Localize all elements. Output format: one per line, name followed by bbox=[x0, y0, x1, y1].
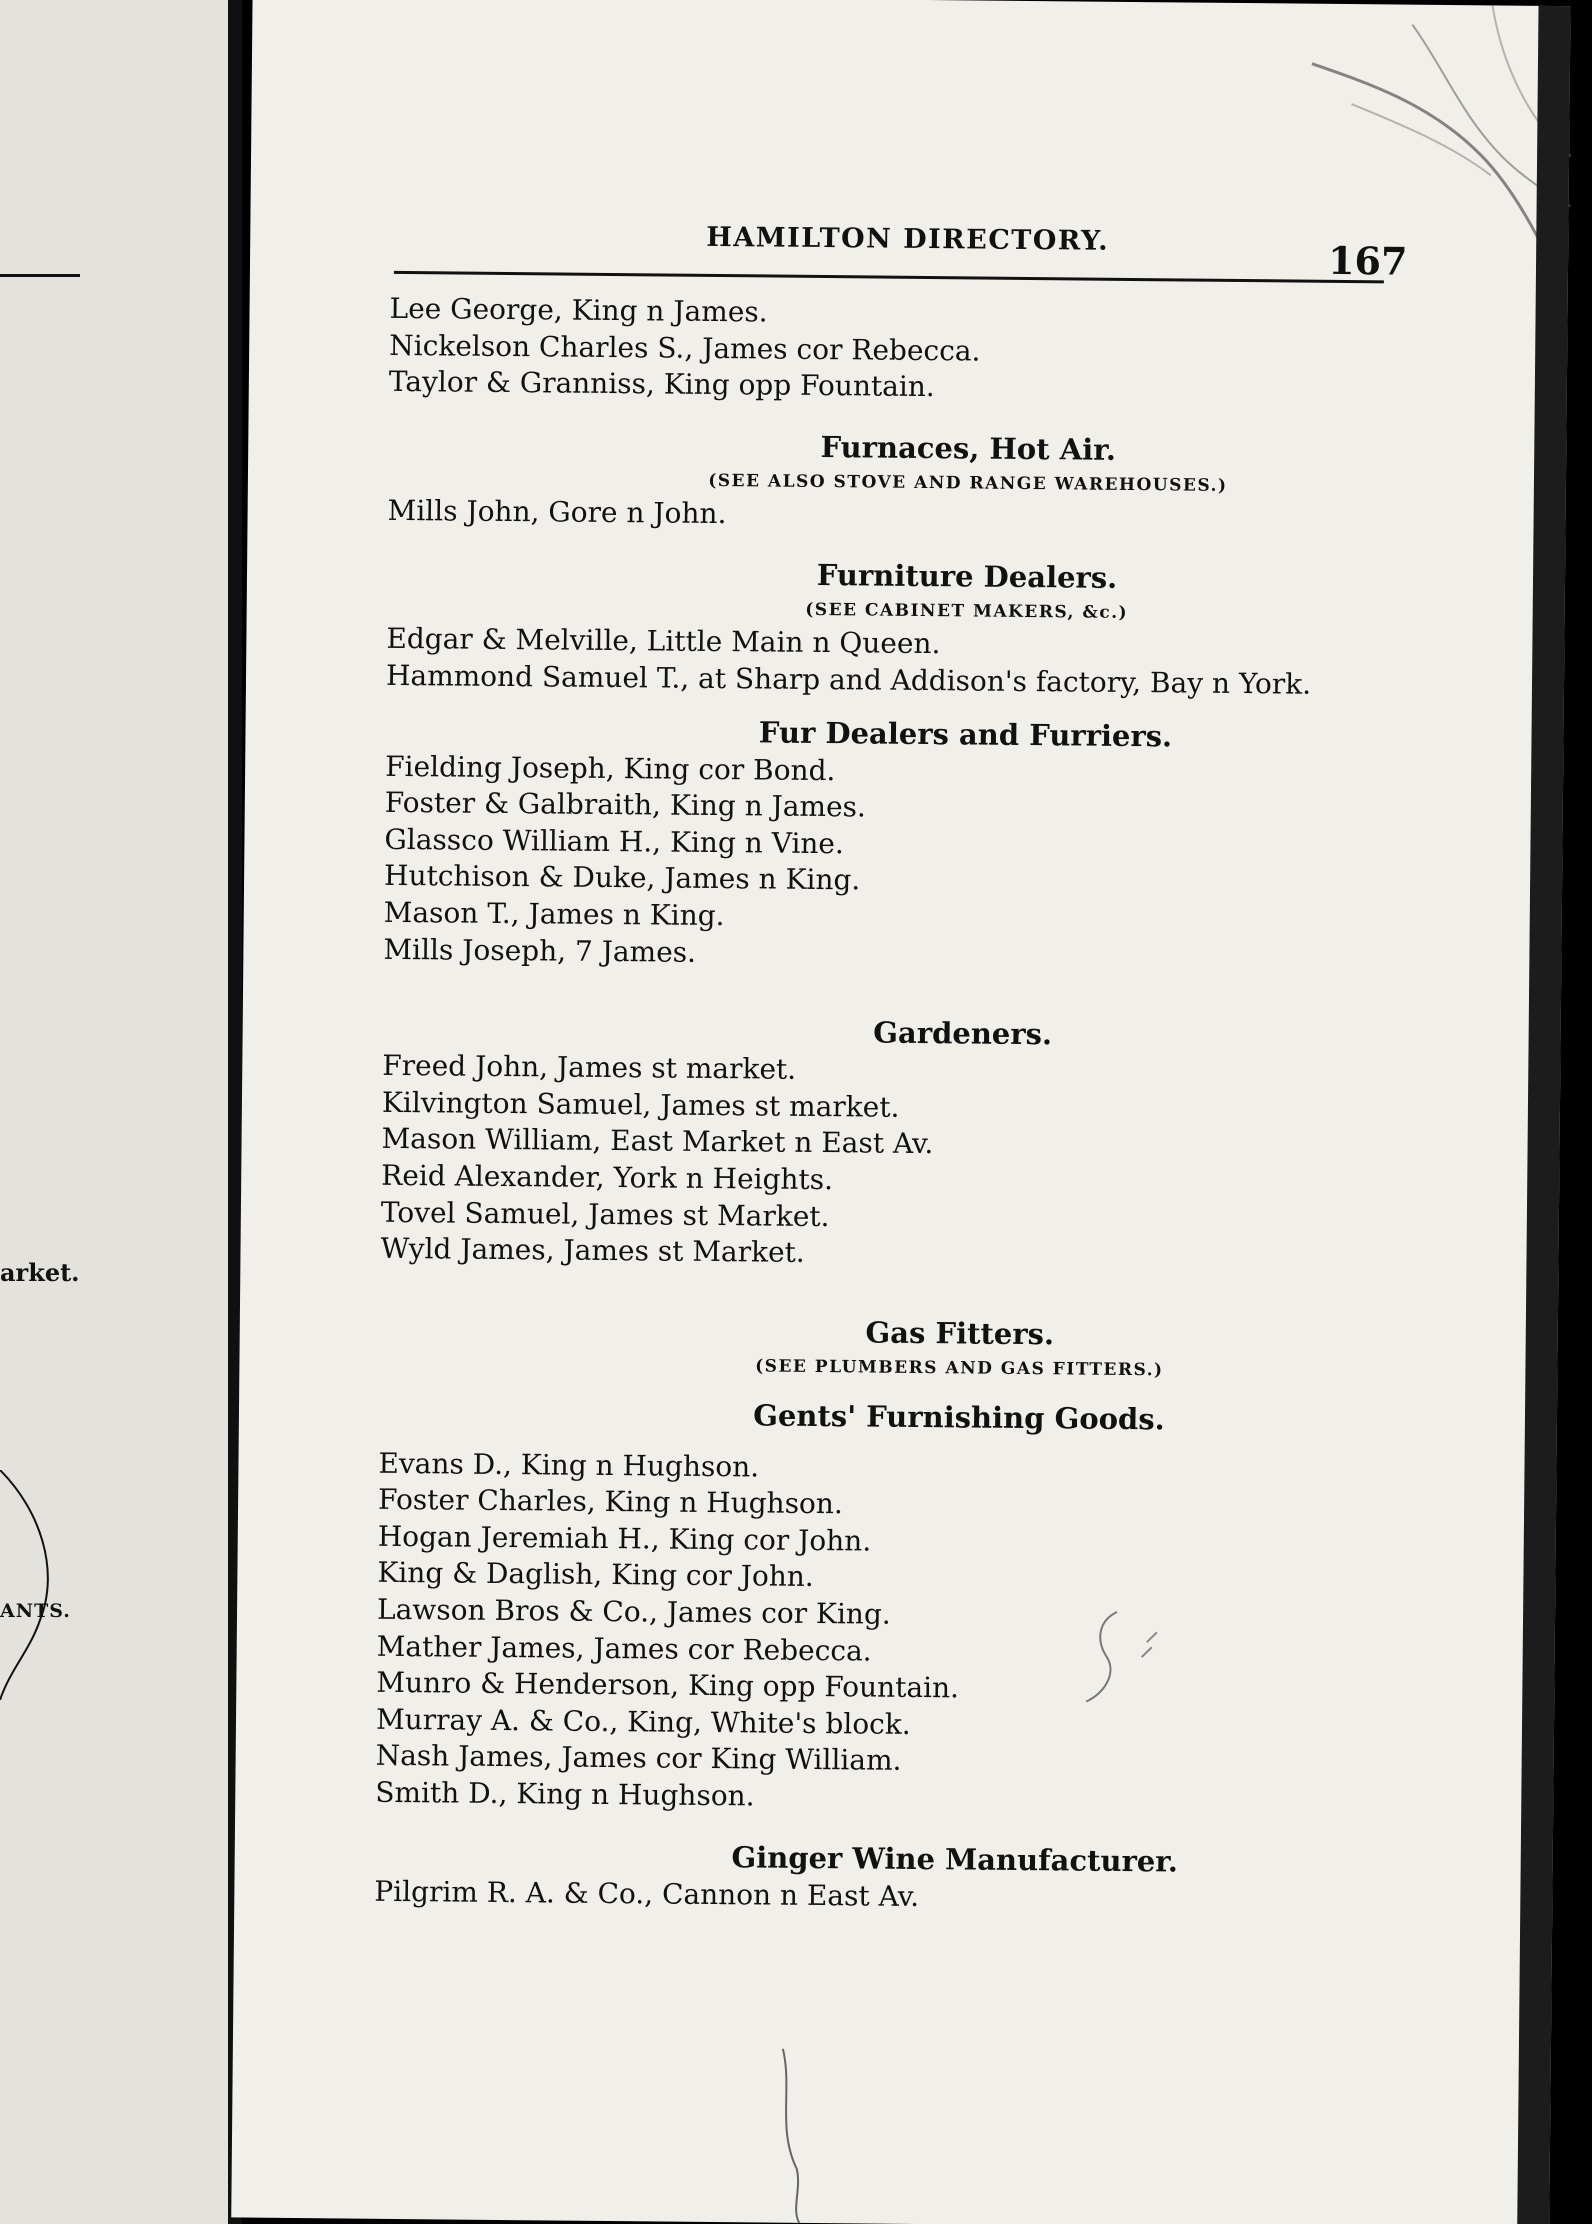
section-gas-fitters bbox=[379, 1307, 1390, 1387]
directory-entry: Lawson Bros & Co., James cor King. bbox=[376, 1592, 891, 1631]
directory-entry: Mills John, Gore n John. bbox=[387, 493, 727, 530]
cross-reference-note: (SEE ALSO STOVE AND RANGE WAREHOUSES.) bbox=[708, 470, 1228, 496]
directory-entry: Hammond Samuel T., at Sharp and Addison's factory, Bay n York. bbox=[385, 658, 1312, 701]
directory-entry: Lee George, King n James. bbox=[389, 291, 768, 329]
left-page-text-fragment: arket. bbox=[0, 1258, 80, 1287]
directory-entry: Mather James, James cor Rebecca. bbox=[376, 1629, 872, 1668]
directory-entry: Mason T., James n King. bbox=[383, 895, 725, 933]
header-rule bbox=[394, 271, 1384, 284]
directory-entry: Nickelson Charles S., James cor Rebecca. bbox=[389, 328, 981, 368]
section-heading: Gents' Furnishing Goods. bbox=[753, 1398, 1165, 1437]
section-continued bbox=[389, 291, 1400, 410]
directory-entry: Glassco William H., King n Vine. bbox=[384, 822, 845, 860]
directory-entry: Fielding Joseph, King cor Bond. bbox=[385, 749, 836, 787]
directory-entry: Mills Joseph, 7 James. bbox=[383, 932, 697, 969]
directory-entry: Mason William, East Market n East Av. bbox=[381, 1122, 934, 1161]
directory-entry: Wyld James, James st Market. bbox=[380, 1231, 805, 1269]
section-heading: Furnaces, Hot Air. bbox=[820, 429, 1117, 467]
directory-entry: Munro & Henderson, King opp Fountain. bbox=[376, 1666, 960, 1705]
left-page-text-fragment: ANTS. bbox=[0, 1600, 71, 1622]
running-head: HAMILTON DIRECTORY. bbox=[706, 221, 1110, 257]
section-heading: Fur Dealers and Furriers. bbox=[758, 714, 1173, 753]
directory-entry: Kilvington Samuel, James st market. bbox=[381, 1085, 900, 1124]
directory-entry: Foster & Galbraith, King n James. bbox=[384, 785, 867, 824]
section-fur-dealers-and-furriers bbox=[383, 708, 1395, 977]
directory-entry: Pilgrim R. A. & Co., Cannon n East Av. bbox=[374, 1874, 920, 1913]
directory-entry: Evans D., King n Hughson. bbox=[378, 1446, 760, 1484]
directory-entry: Hogan Jeremiah H., King cor John. bbox=[377, 1519, 872, 1558]
cross-reference-note: (SEE PLUMBERS AND GAS FITTERS.) bbox=[755, 1356, 1164, 1381]
section-heading: Gas Fitters. bbox=[865, 1315, 1055, 1351]
section-gents-furnishing-goods bbox=[375, 1391, 1389, 1821]
directory-entry: Nash James, James cor King William. bbox=[375, 1739, 902, 1778]
section-heading: Furniture Dealers. bbox=[816, 558, 1118, 596]
page-edge-shadow bbox=[1517, 6, 1570, 2224]
directory-entry: Edgar & Melville, Little Main n Queen. bbox=[386, 622, 941, 661]
section-furnaces-hot-air bbox=[387, 423, 1398, 539]
directory-entry: Tovel Samuel, James st Market. bbox=[380, 1195, 830, 1233]
paper-crack-mark bbox=[771, 2049, 813, 2223]
section-heading: Ginger Wine Manufacturer. bbox=[731, 1839, 1179, 1879]
directory-page bbox=[231, 0, 1570, 2224]
directory-entry: King & Daglish, King cor John. bbox=[377, 1556, 814, 1594]
directory-entry: Foster Charles, King n Hughson. bbox=[377, 1483, 843, 1521]
left-page-fragment bbox=[0, 0, 228, 2224]
page-number: 167 bbox=[1327, 237, 1408, 284]
section-heading: Gardeners. bbox=[873, 1015, 1053, 1052]
directory-entry: Taylor & Granniss, King opp Fountain. bbox=[388, 365, 935, 404]
pencil-mark bbox=[1076, 1602, 1167, 1723]
section-gardeners bbox=[380, 1008, 1392, 1277]
directory-entry: Murray A. & Co., King, White's block. bbox=[375, 1702, 911, 1741]
left-page-rule bbox=[0, 274, 80, 277]
directory-entry: Smith D., King n Hughson. bbox=[375, 1775, 755, 1813]
directory-entry: Reid Alexander, York n Heights. bbox=[381, 1158, 834, 1197]
cross-reference-note: (SEE CABINET MAKERS, &c.) bbox=[805, 600, 1129, 624]
left-page-bracket-curve bbox=[0, 1470, 60, 1700]
directory-listing bbox=[374, 291, 1399, 1920]
section-ginger-wine-manufacturer bbox=[374, 1833, 1385, 1919]
section-furniture-dealers bbox=[386, 551, 1397, 704]
directory-entry: Hutchison & Duke, James n King. bbox=[383, 859, 861, 897]
directory-entry: Freed John, James st market. bbox=[382, 1048, 797, 1086]
paper-crease-marks bbox=[1289, 4, 1572, 337]
